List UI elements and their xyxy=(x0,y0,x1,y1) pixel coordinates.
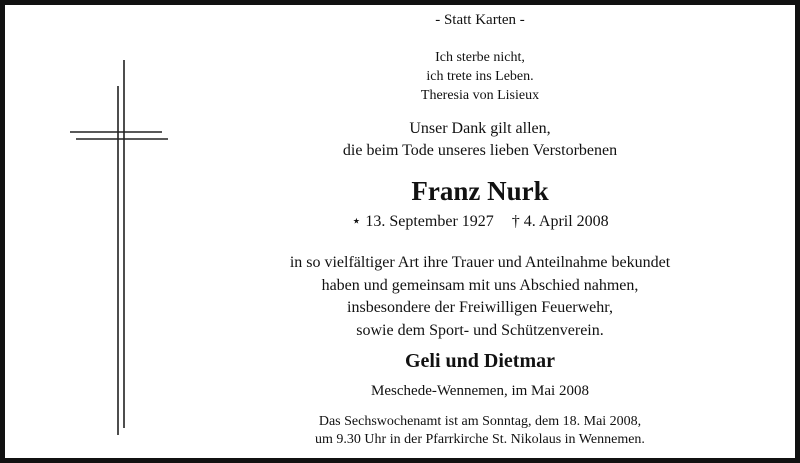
message-body xyxy=(220,252,740,342)
message-line: haben und gemeinsam mit uns Abschied nahmen, xyxy=(321,276,639,294)
thanks-intro xyxy=(220,118,740,162)
message-line: sowie dem Sport- und Schützenverein. xyxy=(356,321,604,339)
thanks-line: die beim Tode unseres lieben Verstorbenen xyxy=(342,142,618,159)
quote-line: Ich sterbe nicht, xyxy=(435,50,525,65)
deceased-name: Franz Nurk xyxy=(411,176,549,206)
death-date: † 4. April 2008 xyxy=(511,213,609,230)
quote-author: Theresia von Lisieux xyxy=(420,88,540,103)
mass-notice xyxy=(220,413,740,449)
quote-line: ich trete ins Leben. xyxy=(426,69,534,84)
header-statt-karten: - Statt Karten - xyxy=(435,12,525,28)
signature: Geli und Dietmar xyxy=(405,350,555,372)
cross-icon xyxy=(0,0,200,463)
quote xyxy=(220,48,740,105)
notice-line: Das Sechswochenamt ist am Sonntag, dem 18. Mai 2008, xyxy=(318,414,642,429)
message-line: insbesondere der Freiwilligen Feuerwehr, xyxy=(347,299,613,316)
life-dates xyxy=(220,211,740,231)
message-line: in so vielfältiger Art ihre Trauer und Anteilnahme bekundet xyxy=(289,254,671,271)
notice-line: um 9.30 Uhr in der Pfarrkirche St. Nikolaus in Wennemen. xyxy=(315,432,645,447)
thanks-line: Unser Dank gilt allen, xyxy=(409,120,551,137)
place-date: Meschede-Wennemen, im Mai 2008 xyxy=(371,383,589,399)
birth-date: ⋆ 13. September 1927 xyxy=(351,213,494,230)
